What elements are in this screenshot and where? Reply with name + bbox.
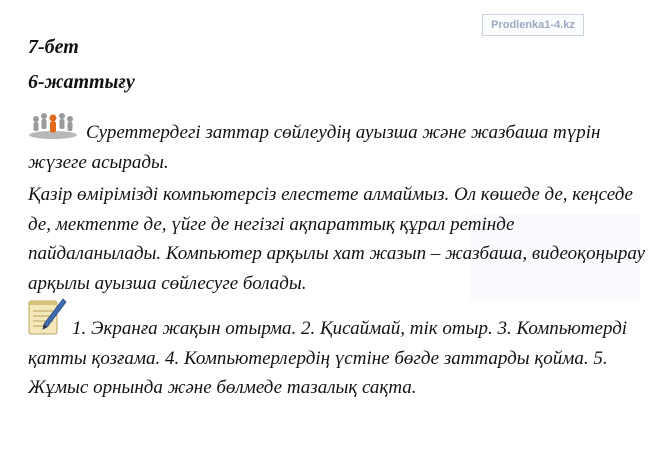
- rules-text: 1. Экранға жақын отырма. 2. Қисаймай, тік отыр. 3. Компьютерді қатты қозғама. 4. Компьютерлердің үстіне бөгде заттарды қойма. 5. Жұмыс орнында және бөлмеде тазалық сақта.: [28, 318, 628, 398]
- task-text: Суреттердегі заттар сөйлеудің ауызша және жазбаша түрін жүзеге асырады.: [28, 122, 601, 173]
- page-number: 7-бет: [28, 36, 79, 58]
- exercise-number: 6-жаттығу: [28, 71, 135, 93]
- watermark-logo: Prodlenka1-4.kz: [482, 14, 584, 36]
- main-text: Қазір өмірімізді компьютерсіз елестете алмаймыз. Ол көшеде де, кеңседе де, мектепте де, үйге де негізгі ақпараттық құрал ретінде пайдаланылады. Компьютер арқылы хат жазып – жазбаша, видеоқоңырау арқылы ауызша сөйлесуге болады.: [28, 184, 646, 294]
